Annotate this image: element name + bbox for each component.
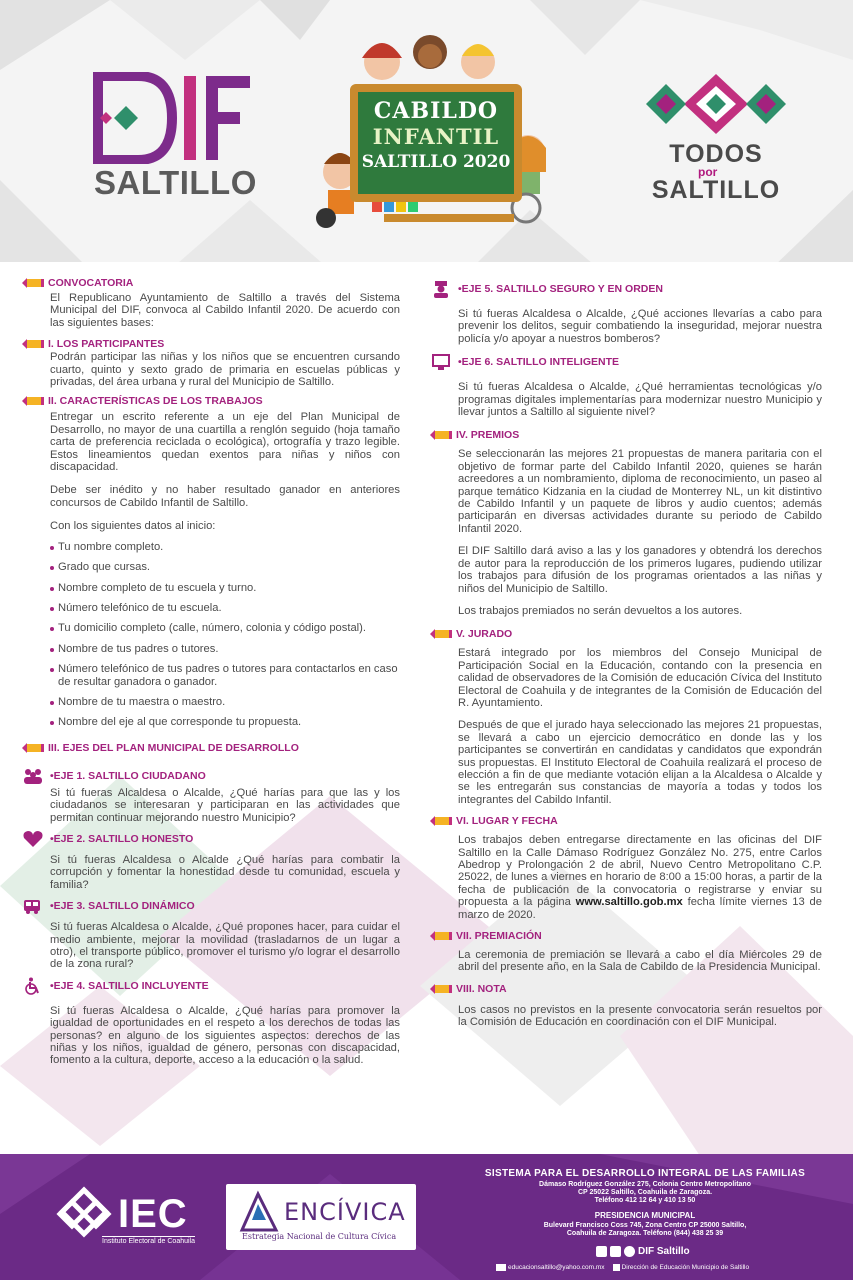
eje-label: •EJE 1. SALTILLO CIUDADANO: [50, 769, 206, 782]
section-jurado: [430, 627, 822, 641]
saltillo-website-link[interactable]: www.saltillo.gob.mx: [575, 896, 683, 909]
list-item: Tu domicilio completo (calle, número, colonia y código postal).: [50, 622, 400, 634]
list-item: Tu nombre completo.: [50, 541, 400, 553]
board-title-line1: CABILDO: [373, 98, 499, 124]
section-title: VIII. NOTA: [456, 982, 507, 995]
header-banner: [0, 0, 853, 270]
footer: [0, 1154, 853, 1280]
list-item: Nombre de tus padres o tutores.: [50, 643, 400, 655]
premios-text-2: El DIF Saltillo dará aviso a las y los ganadores y obtendrá los derechos de autor para la reproducción de los primeros lugares, pudiendo utilizar los trabajos para difusión de los programas orientados a las niñas y niños del Municipio de Saltillo.: [458, 545, 822, 595]
presidencia-address-2: Coahuila de Zaragoza. Teléfono (844) 438 25 39: [566, 1230, 724, 1237]
list-item: Nombre completo de tu escuela y turno.: [50, 582, 400, 594]
pencil-icon: [430, 931, 452, 941]
todos-word: TODOS: [669, 140, 763, 168]
eje-label: •EJE 6. SALTILLO INTELIGENTE: [458, 356, 619, 369]
dif-saltillo-logo: [92, 72, 257, 202]
eje-label: •EJE 2. SALTILLO HONESTO: [50, 832, 194, 845]
section-title: II. CARACTERÍSTICAS DE LOS TRABAJOS: [48, 395, 263, 408]
nota-text: Los casos no previstos en la presente convocatoria serán resueltos por la Comisión de Educación en coordinación con el DIF Municipal.: [458, 1003, 822, 1029]
pencil-icon: [22, 743, 44, 753]
facebook-small-icon: [613, 1264, 620, 1271]
section-title: VII. PREMIACIÓN: [456, 930, 542, 943]
eje-6-title: [430, 353, 822, 371]
eje-6-text: Si tú fueras Alcaldesa o Alcalde, ¿Qué herramientas tecnológicas y/o programas digitales implementarías para modernizar nuestro Municipio y llevar juntos a Saltillo al siguiente nivel?: [458, 381, 822, 419]
pencil-icon: [430, 629, 452, 639]
participantes-text: Podrán participar las niñas y los niños que se encuentren cursando cuarto, quinto y sexto grado de primaria en escuelas públicas y privadas, del área urbana y rural del Municipio de Saltillo.: [50, 351, 400, 389]
convocatoria-text: El Republicano Ayuntamiento de Saltillo a través del Sistema Municipal del DIF, convoca al Cabildo Infantil 2020. De acuerdo con las siguientes bases:: [50, 292, 400, 329]
encivica-subtitle: Estrategia Nacional de Cultura Cívica: [242, 1232, 397, 1241]
pencil-icon: [430, 430, 452, 440]
board-title-line2: INFANTIL: [372, 124, 500, 149]
pencil-icon: [22, 396, 44, 406]
pencil-icon: [22, 278, 44, 288]
caracteristicas-text-1: Entregar un escrito referente a un eje del Plan Municipal de Desarrollo, no mayor de una cuartilla a renglón seguido (hoja tamaño carta de preferencia reciclada o ecológica), ortografía y trazo legible. Estos lineamientos quedan exentos para niñas y niños con discapacidad.: [50, 411, 400, 474]
people-icon: [22, 767, 44, 785]
twitter-icon[interactable]: [610, 1246, 621, 1257]
section-convocatoria: [22, 276, 400, 290]
section-participantes: [22, 337, 400, 351]
social-links: [596, 1246, 690, 1257]
police-icon: [430, 280, 452, 298]
section-caracteristicas: [22, 394, 400, 408]
bus-icon: [22, 897, 44, 915]
section-lugar: [430, 814, 822, 828]
caracteristicas-text-2: Debe ser inédito y no haber resultado ganador en anteriores concursos de Cabildo Infantil de Saltillo.: [50, 484, 400, 509]
section-title: V. JURADO: [456, 628, 513, 641]
premios-text-1: Se seleccionarán las mejores 21 propuestas de manera paritaria con el objetivo de formar parte del Cabildo Infantil 2020, quienes se harán acreedores a un nombramiento, diploma de reconocimiento, un paseo al parque temático Kidzania en la ciudad de Monterrey NL, un kit distintivo de Cabildo Infantil y un paquete de libros y audio cuentos; además participarán en diversas actividades durante su periodo de Cabildo Infantil 2020.: [458, 448, 822, 535]
iec-subtitle: Instituto Electoral de Coahuila: [102, 1238, 195, 1245]
iec-knot-icon: [52, 1186, 116, 1242]
sistema-title: SISTEMA PARA EL DESARROLLO INTEGRAL DE LAS FAMILIAS: [484, 1168, 806, 1179]
eje-label: •EJE 5. SALTILLO SEGURO Y EN ORDEN: [458, 283, 663, 295]
presidencia-address-1: Bulevard Francisco Coss 745, Zona Centro CP 25000 Saltillo,: [543, 1222, 747, 1229]
eje-label: •EJE 4. SALTILLO INCLUYENTE: [50, 979, 209, 992]
caracteristicas-text-3: Con los siguientes datos al inicio:: [50, 520, 216, 533]
saltillo-word: SALTILLO: [651, 176, 781, 204]
board-title-line3: SALTILLO 2020: [361, 152, 511, 172]
iec-name: IEC: [118, 1192, 188, 1236]
pencil-icon: [22, 339, 44, 349]
iec-logo: [52, 1186, 222, 1248]
requirements-list: [22, 541, 400, 729]
dif-letters-graphic: [92, 72, 252, 164]
eje-3-text: Si tú fueras Alcaldesa o Alcalde, ¿Qué propones hacer, para cuidar el medio ambiente, mejorar la movilidad (trasladarnos de un lugar a otro), el transporte público, promover el turismo y/o lograr el desarrollo de la zona rural?: [50, 921, 400, 971]
encivica-logo: [226, 1184, 416, 1250]
list-item: Número telefónico de tus padres o tutores para contactarlos en caso de resultar ganadora o ganador.: [50, 663, 400, 688]
section-title: I. LOS PARTICIPANTES: [48, 338, 165, 351]
email-contact[interactable]: [496, 1264, 605, 1271]
lugar-text: [458, 834, 822, 921]
section-title: III. EJES DEL PLAN MUNICIPAL DE DESARROLLO: [48, 741, 299, 754]
sistema-address-1: Dámaso Rodríguez González 275, Colonia Centro Metropolitano: [539, 1181, 751, 1188]
jurado-text-1: Estará integrado por los miembros del Consejo Municipal de Participación Social en la Educación, contando con la presencia en calidad de observadores de la Comisión de educación Cívica del Instituto Electoral de Coahuila y de integrantes de la Comisión de Educación del R. Ayuntamiento.: [458, 647, 822, 709]
sistema-address-2: CP 25022 Saltillo, Coahuila de Zaragoza.: [577, 1189, 713, 1196]
heart-icon: [22, 830, 44, 848]
direccion-contact: [613, 1264, 750, 1271]
list-item: Nombre de tu maestra o maestro.: [50, 696, 400, 708]
premios-text-3: Los trabajos premiados no serán devueltos a los autores.: [458, 604, 743, 617]
facebook-icon[interactable]: [596, 1246, 607, 1257]
todos-pattern-graphic: [636, 70, 796, 140]
sistema-phone: Teléfono 412 12 64 y 410 13 50: [594, 1197, 696, 1204]
eje-2-text: Si tú fueras Alcaldesa o Alcalde ¿Qué harías para combatir la corrupción y fomentar la honestidad desde tu comunidad, escuela y familia?: [50, 853, 400, 891]
jurado-text-2: Después de que el jurado haya seleccionado las mejores 21 propuestas, se llevará a cabo un ejercicio democrático en donde las y los participantes se convertirán en candidatas y candidatos que expondrán sus propuestas. El Instituto Electoral de Coahuila realizará el proceso de elección a fin de que mediante votación elijan a la Alcaldesa o Alcalde y se les entregarán sus constancias de mayoría a todas y todos los integrantes del Cabildo Infantil.: [458, 719, 822, 806]
section-premios: [430, 428, 822, 442]
eje-4-title: [22, 977, 400, 995]
eje-label: •EJE 3. SALTILLO DINÁMICO: [50, 900, 195, 913]
encivica-emblem-icon: [236, 1190, 282, 1236]
lugar-deadline: fecha límite viernes 13 de marzo de 2020.: [458, 896, 823, 921]
instagram-icon[interactable]: [624, 1246, 635, 1257]
list-item: Grado que cursas.: [50, 561, 400, 573]
section-nota: [430, 982, 822, 996]
list-item: Nombre del eje al que corresponde tu propuesta.: [50, 716, 400, 728]
section-premiacion: [430, 929, 822, 943]
social-handle: DIF Saltillo: [638, 1246, 690, 1257]
dif-subtitle: SALTILLO: [94, 164, 257, 201]
left-column: [22, 276, 400, 1067]
premiacion-text: La ceremonia de premiación se llevará a cabo el día Miércoles 29 de abril del presente año, en la Sala de Cabildo de la Presidencia Municipal.: [458, 949, 822, 974]
eje-4-text: Si tú fueras Alcaldesa o Alcalde, ¿Qué harías para promover la igualdad de oportunidades en el respeto a los derechos de todas las personas? en alguno de los siguientes aspectos: derechos de las niñas y los niños, igualdad de género, personas con discapacidad, fomento a la cultura, deporte, acceso a la educación o la salud.: [50, 1004, 400, 1067]
contact-info: [496, 1264, 749, 1271]
cabildo-chalkboard: [350, 84, 522, 202]
list-item: Número telefónico de tu escuela.: [50, 602, 400, 614]
eje-1-title: [22, 767, 400, 785]
pencil-icon: [430, 984, 452, 994]
right-column: [430, 276, 822, 1029]
computer-icon: [430, 353, 452, 371]
section-title: VI. LUGAR Y FECHA: [456, 815, 558, 828]
section-title: CONVOCATORIA: [48, 277, 134, 289]
section-ejes: [22, 741, 400, 755]
eje-5-title: [430, 280, 822, 298]
envelope-icon: [496, 1264, 506, 1271]
eje-5-text: Si tú fueras Alcaldesa o Alcalde, ¿Qué acciones llevarías a cabo para prevenir los delitos, seguir combatiendo la inseguridad, mejorar nuestra policía y/o apoyar a nuestros bomberos?: [458, 308, 822, 345]
eje-3-title: [22, 897, 400, 915]
presidencia-title: PRESIDENCIA MUNICIPAL: [594, 1211, 696, 1220]
eje-1-text: Si tú fueras Alcaldesa o Alcalde, ¿Qué harías para que las y los ciudadanos se interesaran y participaran en las actividades que permitan continuar mejorando nuestro Municipio?: [50, 786, 400, 824]
por-word: por: [698, 165, 718, 179]
section-title: IV. PREMIOS: [456, 429, 520, 442]
pencil-icon: [430, 816, 452, 826]
todos-por-saltillo-logo: [636, 70, 796, 210]
lugar-body: Los trabajos deben entregarse directamente en las oficinas del DIF Saltillo en la Calle Dámaso Rodríguez González No. 275, entre Carlos Abedrop y Prolongación 2 de abril, Nuevo Centro Metropolitano C.P. 25022, de lunes a viernes en horario de 8:00 a 15:00 horas, a partir de la fecha de publicación de la convocatoria o registrarse y enviar su propuesta a la página: [458, 834, 822, 909]
direccion-label: Dirección de Educación Municipio de Saltillo: [621, 1264, 750, 1272]
eje-2-title: [22, 830, 400, 848]
wheelchair-icon: [22, 977, 44, 995]
encivica-name: ENCÍVICA: [284, 1198, 406, 1226]
email-address: educacionsaltillo@yahoo.com.mx: [508, 1264, 605, 1272]
